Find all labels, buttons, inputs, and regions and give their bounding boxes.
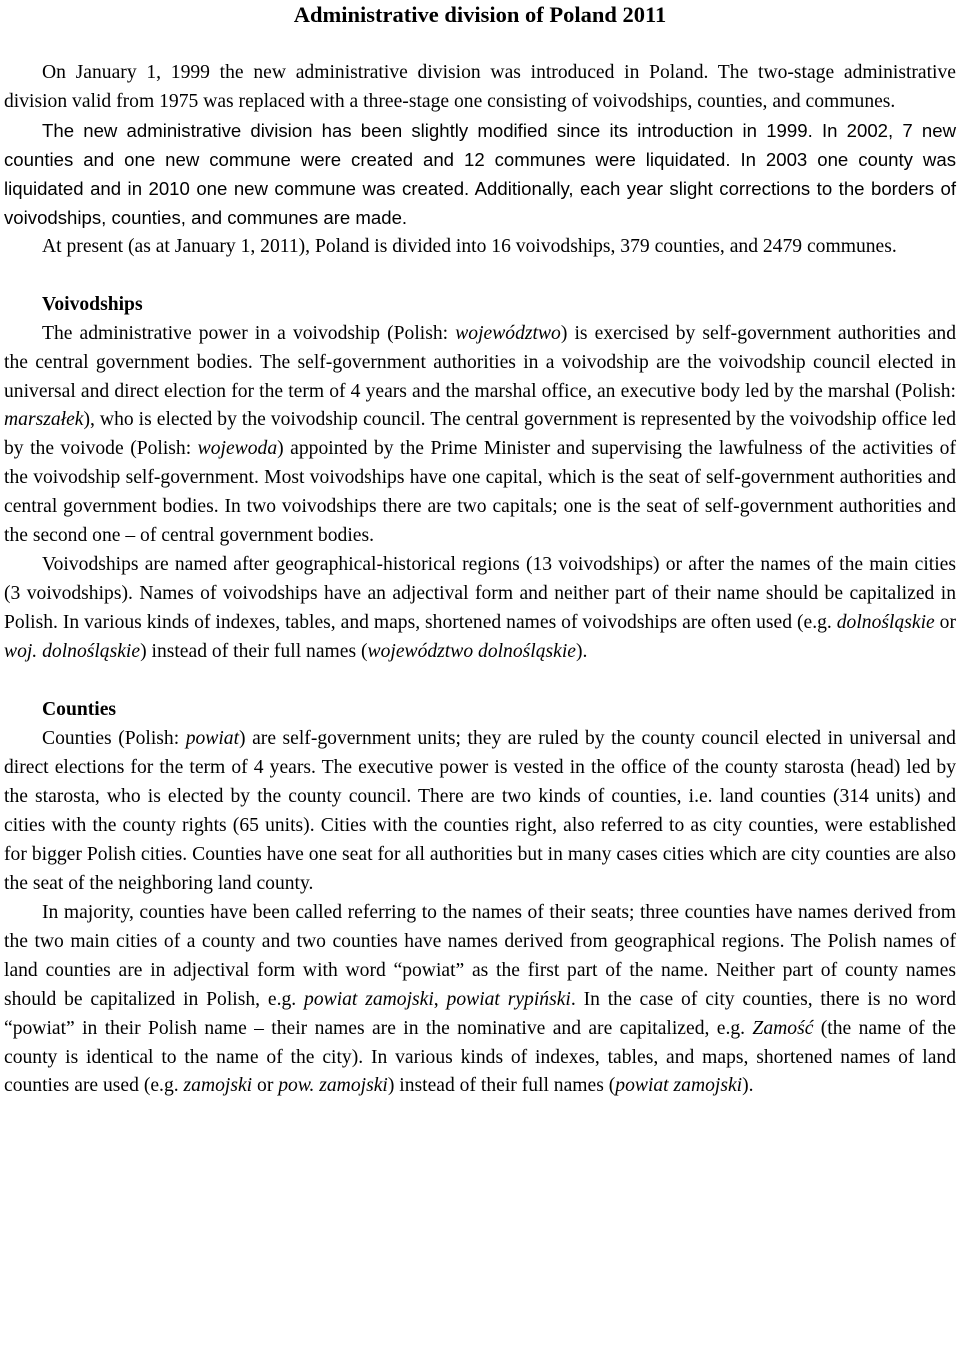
voivodships-heading: Voivodships <box>42 293 143 315</box>
voivodships-paragraph-1: The administrative power in a voivodship (Polish: województwo) is exercised by self-government authorities and the central government bodies. The self-government authorities in a voivodship are the voivodship council elected in universal and direct election for the term of 4 years and the marshal office, an executive body led by the marshal (Polish: marszałek), who is elected by the voivodship council. The central government is represented by the voivodship office led by the voivode (Polish: wojewoda) appointed by the Prime Minister and supervising the lawfulness of the activities of the voivodship self-government. Most voivodships have one capital, which is the seat of self-government authorities and central government bodies. In two voivodships there are two capitals; one is the seat of self-government authorities and the second one – of central government bodies. <box>4 322 956 547</box>
intro-paragraph-1: On January 1, 1999 the new administrative division was introduced in Poland. The two-stage administrative division valid from 1975 was replaced with a three-stage one consisting of voivodships, counties, and communes. <box>4 62 956 112</box>
voivodships-paragraph-2: Voivodships are named after geographical-historical regions (13 voivodships) or after the names of the main cities (3 voivodships). Names of voivodships have an adjectival form and neither part of their name should be capitalized in Polish. In various kinds of indexes, tables, and maps, shortened names of voivodships are often used (e.g. dolnośląskie or woj. dolnośląskie) instead of their full names (województwo dolnośląskie). <box>4 554 956 663</box>
counties-paragraph-2: In majority, counties have been called referring to the names of their seats; three counties have names derived from the two main cities of a county and two counties have names derived from geographical regions. The Polish names of land counties are in adjectival form with word “powiat” as the first part of the name. Neither part of county names should be capitalized in Polish, e.g. powiat zamojski, powiat rypiński. In the case of city counties, there is no word “powiat” in their Polish name – their names are in the nominative and are capitalized, e.g. Zamość (the name of the county is identical to the name of the city). In various kinds of indexes, tables, and maps, shortened names of land counties are used (e.g. zamojski or pow. zamojski) instead of their full names (powiat zamojski). <box>4 901 957 1097</box>
counties-paragraph-1: Counties (Polish: powiat) are self-government units; they are ruled by the county council elected in universal and direct elections for the term of 4 years. The executive power is vested in the office of the county starosta (head) led by the starosta, who is elected by the county council. There are two kinds of counties, i.e. land counties (314 units) and cities with the county rights (65 units). Cities with the counties right, also referred to as city counties, were established for bigger Polish cities. Counties have one seat for all authorities but in many cases cities which are city counties are also the seat of the neighboring land county. <box>4 728 956 894</box>
intro-paragraph-3: At present (as at January 1, 2011), Poland is divided into 16 voivodships, 379 counties, and 2479 communes. <box>42 235 897 257</box>
intro-paragraph-2: The new administrative division has been slightly modified since its introduction in 1999. In 2002, 7 new counties and one new commune were created and 12 communes were liquidated. In 2003 one county was liquidated and in 2010 one new commune was created. Additionally, each year slight corrections to the borders of voivodships, counties, and communes are made. <box>4 119 956 228</box>
document-title: Administrative division of Poland 2011 <box>293 2 667 27</box>
counties-heading: Counties <box>42 699 117 721</box>
